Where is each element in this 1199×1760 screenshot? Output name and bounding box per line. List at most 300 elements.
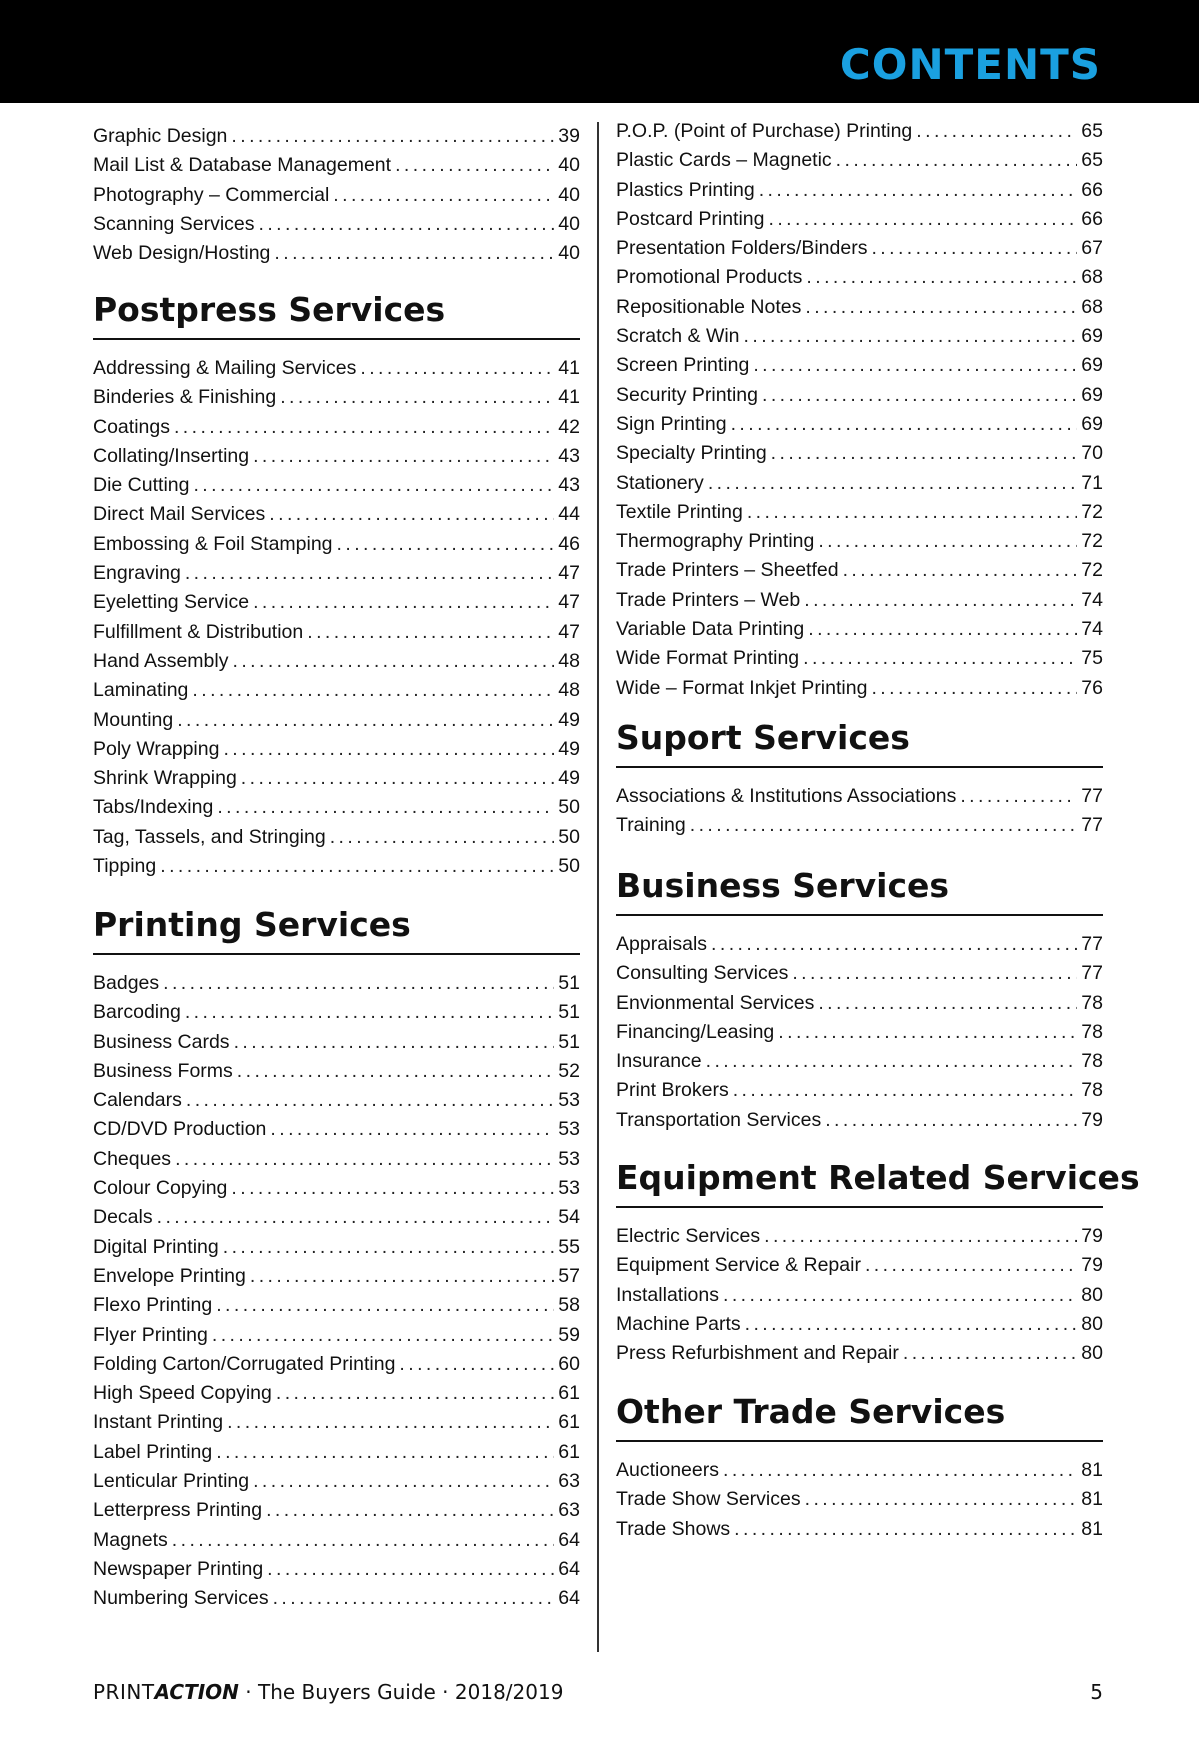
toc-entry-label: Thermography Printing bbox=[616, 530, 815, 553]
toc-entry-page: 43 bbox=[558, 444, 580, 467]
dot-leader bbox=[267, 1555, 554, 1584]
toc-entry-label: Letterpress Printing bbox=[93, 1499, 263, 1522]
toc-entry-label: Addressing & Mailing Services bbox=[93, 357, 357, 379]
toc-entry-label: Textile Printing bbox=[616, 500, 743, 523]
toc-entry-label: Scanning Services bbox=[93, 212, 255, 235]
dot-leader bbox=[280, 383, 554, 412]
toc-entry[interactable] bbox=[616, 1485, 1103, 1514]
dot-leader bbox=[843, 556, 1078, 585]
toc-entry-label: Wide Format Printing bbox=[616, 647, 800, 670]
toc-entry-page: 42 bbox=[558, 415, 580, 438]
toc-entry-page: 40 bbox=[558, 212, 580, 235]
toc-entry-page: 61 bbox=[558, 1411, 580, 1434]
toc-entry[interactable] bbox=[93, 676, 580, 705]
toc-entry-page: 43 bbox=[558, 474, 580, 497]
toc-entry[interactable] bbox=[93, 1262, 580, 1291]
dot-leader bbox=[163, 969, 554, 998]
toc-entry-label: Scratch & Win bbox=[616, 325, 740, 348]
toc-entry[interactable] bbox=[93, 413, 580, 442]
toc-entry[interactable] bbox=[616, 176, 1103, 205]
dot-leader bbox=[836, 146, 1078, 175]
dot-leader bbox=[723, 1281, 1077, 1310]
toc-entry-label: Barcoding bbox=[93, 1001, 181, 1024]
toc-entry-label: Press Refurbishment and Repair bbox=[616, 1342, 899, 1365]
toc-entry-page: 50 bbox=[558, 825, 580, 848]
toc-entry[interactable] bbox=[93, 442, 580, 471]
dot-leader bbox=[764, 1222, 1077, 1251]
toc-entry[interactable] bbox=[616, 498, 1103, 527]
dot-leader bbox=[708, 469, 1077, 498]
toc-entry[interactable] bbox=[93, 383, 580, 412]
dot-leader bbox=[175, 1145, 554, 1174]
dot-leader bbox=[792, 959, 1077, 988]
toc-entry[interactable] bbox=[93, 647, 580, 676]
toc-entry-label: Direct Mail Services bbox=[93, 503, 266, 526]
toc-entry-page: 59 bbox=[558, 1323, 580, 1346]
column-divider bbox=[597, 122, 599, 1652]
dot-leader bbox=[237, 1057, 555, 1086]
section-heading: Suport Services bbox=[616, 718, 1103, 768]
toc-entry[interactable] bbox=[93, 1291, 580, 1320]
toc-entry-page: 41 bbox=[558, 386, 580, 409]
dot-leader bbox=[270, 1115, 554, 1144]
dot-leader bbox=[266, 1496, 554, 1525]
dot-leader bbox=[216, 1291, 554, 1320]
toc-list bbox=[93, 354, 580, 881]
dot-leader bbox=[360, 354, 554, 383]
toc-entry[interactable] bbox=[93, 588, 580, 617]
dot-leader bbox=[223, 735, 554, 764]
toc-entry[interactable] bbox=[93, 1203, 580, 1232]
toc-entry[interactable] bbox=[616, 1018, 1103, 1047]
section-business bbox=[616, 866, 1103, 1135]
toc-entry[interactable] bbox=[616, 811, 1103, 840]
toc-entry[interactable] bbox=[93, 1233, 580, 1262]
toc-entry-page: 78 bbox=[1081, 1050, 1103, 1073]
dot-leader bbox=[227, 1408, 554, 1437]
toc-entry-page: 40 bbox=[558, 154, 580, 177]
toc-entry-page: 63 bbox=[558, 1499, 580, 1522]
dot-leader bbox=[399, 1350, 554, 1379]
toc-entry-page: 61 bbox=[558, 1440, 580, 1463]
dot-leader bbox=[818, 527, 1077, 556]
toc-entry[interactable] bbox=[616, 381, 1103, 410]
toc-entry-label: Colour Copying bbox=[93, 1177, 228, 1200]
toc-entry-label: Folding Carton/Corrugated Printing bbox=[93, 1352, 396, 1375]
toc-entry-page: 71 bbox=[1081, 471, 1103, 494]
toc-entry-page: 57 bbox=[558, 1264, 580, 1287]
dot-leader bbox=[804, 586, 1077, 615]
toc-entry-page: 74 bbox=[1081, 588, 1103, 611]
toc-entry-page: 40 bbox=[558, 242, 580, 265]
toc-entry-label: Business Forms bbox=[93, 1059, 233, 1082]
dot-leader bbox=[192, 676, 554, 705]
toc-entry[interactable] bbox=[616, 674, 1103, 703]
toc-entry-page: 53 bbox=[558, 1089, 580, 1112]
toc-entry-label: Consulting Services bbox=[616, 962, 789, 985]
toc-entry-label: Sign Printing bbox=[616, 412, 727, 435]
toc-entry-label: Laminating bbox=[93, 679, 189, 702]
toc-entry-label: Electric Services bbox=[616, 1225, 761, 1247]
dot-leader bbox=[806, 263, 1077, 292]
toc-entry[interactable] bbox=[616, 293, 1103, 322]
toc-entry[interactable] bbox=[616, 322, 1103, 351]
toc-entry-page: 63 bbox=[558, 1470, 580, 1493]
toc-entry[interactable] bbox=[616, 586, 1103, 615]
dot-leader bbox=[916, 117, 1077, 146]
toc-entry[interactable] bbox=[93, 1350, 580, 1379]
toc-entry-label: Promotional Products bbox=[616, 266, 803, 289]
toc-entry[interactable] bbox=[93, 1115, 580, 1144]
toc-list-continued bbox=[93, 122, 580, 268]
toc-entry[interactable] bbox=[93, 210, 580, 239]
dot-leader bbox=[186, 1086, 554, 1115]
dot-leader bbox=[734, 1515, 1077, 1544]
toc-entry-page: 81 bbox=[1081, 1517, 1103, 1540]
toc-entry[interactable] bbox=[93, 1555, 580, 1584]
page-number: 5 bbox=[1090, 1680, 1103, 1704]
toc-entry-page: 41 bbox=[558, 357, 580, 379]
toc-entry[interactable] bbox=[93, 823, 580, 852]
toc-entry-label: Trade Show Services bbox=[616, 1488, 801, 1511]
toc-entry[interactable] bbox=[93, 793, 580, 822]
toc-entry-label: Trade Printers – Web bbox=[616, 588, 801, 611]
toc-entry-label: Digital Printing bbox=[93, 1235, 219, 1258]
toc-entry-page: 53 bbox=[558, 1118, 580, 1141]
toc-entry-label: Transportation Services bbox=[616, 1108, 822, 1131]
toc-entry-page: 80 bbox=[1081, 1283, 1103, 1306]
toc-entry-label: Eyeletting Service bbox=[93, 591, 250, 614]
toc-entry-page: 65 bbox=[1081, 149, 1103, 172]
toc-entry-label: Stationery bbox=[616, 471, 704, 494]
toc-entry-label: Numbering Services bbox=[93, 1587, 269, 1610]
toc-entry[interactable] bbox=[93, 1145, 580, 1174]
toc-entry-label: Print Brokers bbox=[616, 1079, 729, 1102]
toc-entry-label: Mail List & Database Management bbox=[93, 154, 392, 177]
toc-entry-label: Screen Printing bbox=[616, 354, 750, 377]
dot-leader bbox=[274, 239, 554, 268]
dot-leader bbox=[273, 1584, 555, 1613]
toc-entry-page: 46 bbox=[558, 532, 580, 555]
toc-entry[interactable] bbox=[616, 263, 1103, 292]
dot-leader bbox=[769, 205, 1078, 234]
toc-entry[interactable] bbox=[93, 998, 580, 1027]
toc-entry-page: 74 bbox=[1081, 618, 1103, 641]
toc-entry[interactable] bbox=[616, 117, 1103, 146]
toc-entry-label: Auctioneers bbox=[616, 1459, 719, 1481]
section-postpress bbox=[93, 290, 580, 881]
section-heading: Postpress Services bbox=[93, 290, 580, 340]
dot-leader bbox=[903, 1339, 1077, 1368]
toc-entry-page: 64 bbox=[558, 1557, 580, 1580]
header-bar bbox=[0, 0, 1199, 103]
toc-entry[interactable] bbox=[93, 181, 580, 210]
toc-entry[interactable] bbox=[93, 618, 580, 647]
toc-entry-label: Hand Assembly bbox=[93, 649, 229, 672]
toc-entry-page: 66 bbox=[1081, 207, 1103, 230]
dot-leader bbox=[871, 674, 1077, 703]
dot-leader bbox=[307, 618, 554, 647]
toc-entry-label: Business Cards bbox=[93, 1030, 230, 1053]
toc-entry[interactable] bbox=[93, 1086, 580, 1115]
dot-leader bbox=[759, 176, 1078, 205]
dot-leader bbox=[259, 210, 555, 239]
toc-entry[interactable] bbox=[93, 1057, 580, 1086]
toc-entry-label: Decals bbox=[93, 1206, 153, 1229]
toc-entry[interactable] bbox=[616, 1047, 1103, 1076]
toc-entry-page: 47 bbox=[558, 620, 580, 643]
toc-entry-page: 52 bbox=[558, 1059, 580, 1082]
toc-entry-page: 39 bbox=[558, 125, 580, 147]
toc-entry[interactable] bbox=[93, 471, 580, 500]
dot-leader bbox=[185, 998, 554, 1027]
toc-entry-page: 72 bbox=[1081, 530, 1103, 553]
dot-leader bbox=[253, 588, 554, 617]
toc-entry[interactable] bbox=[93, 530, 580, 559]
toc-entry[interactable] bbox=[616, 1515, 1103, 1544]
dot-leader bbox=[330, 823, 555, 852]
toc-entry[interactable] bbox=[93, 559, 580, 588]
dot-leader bbox=[231, 1174, 554, 1203]
section-heading: Equipment Related Services bbox=[616, 1158, 1103, 1208]
toc-entry-label: Embossing & Foil Stamping bbox=[93, 532, 333, 555]
dot-leader bbox=[778, 1018, 1077, 1047]
dot-leader bbox=[174, 413, 554, 442]
toc-entry-page: 77 bbox=[1081, 814, 1103, 837]
toc-entry-page: 79 bbox=[1081, 1108, 1103, 1131]
dot-leader bbox=[276, 1379, 554, 1408]
dot-leader bbox=[212, 1321, 554, 1350]
dot-leader bbox=[805, 293, 1077, 322]
section-equipment bbox=[616, 1158, 1140, 1368]
toc-entry[interactable] bbox=[93, 852, 580, 881]
toc-entry-page: 53 bbox=[558, 1147, 580, 1170]
section-heading: Business Services bbox=[616, 866, 1103, 916]
dot-leader bbox=[690, 811, 1078, 840]
toc-entry-label: High Speed Copying bbox=[93, 1382, 272, 1405]
toc-entry[interactable] bbox=[93, 1496, 580, 1525]
toc-entry-page: 69 bbox=[1081, 383, 1103, 406]
dot-leader bbox=[825, 1106, 1077, 1135]
dot-leader bbox=[253, 1467, 554, 1496]
toc-entry-label: Tipping bbox=[93, 855, 157, 878]
toc-entry[interactable] bbox=[93, 122, 580, 151]
toc-entry-label: Badges bbox=[93, 972, 160, 994]
toc-list bbox=[616, 1456, 1103, 1544]
dot-leader bbox=[771, 439, 1078, 468]
toc-entry[interactable] bbox=[93, 151, 580, 180]
toc-entry-label: Variable Data Printing bbox=[616, 618, 805, 641]
toc-entry[interactable] bbox=[616, 1106, 1103, 1135]
dot-leader bbox=[216, 1438, 554, 1467]
toc-entry-page: 55 bbox=[558, 1235, 580, 1258]
toc-entry-page: 77 bbox=[1081, 962, 1103, 985]
toc-entry[interactable] bbox=[616, 527, 1103, 556]
toc-entry-page: 60 bbox=[558, 1352, 580, 1375]
section-printing bbox=[93, 905, 580, 1614]
toc-entry-page: 65 bbox=[1081, 120, 1103, 142]
toc-entry-page: 49 bbox=[558, 767, 580, 790]
toc-entry[interactable] bbox=[616, 1281, 1103, 1310]
toc-entry[interactable] bbox=[93, 1526, 580, 1555]
dot-leader bbox=[172, 1526, 555, 1555]
dot-leader bbox=[337, 530, 555, 559]
toc-entry[interactable] bbox=[616, 615, 1103, 644]
toc-entry-label: Newspaper Printing bbox=[93, 1557, 264, 1580]
toc-entry[interactable] bbox=[93, 1408, 580, 1437]
dot-leader bbox=[744, 322, 1078, 351]
dot-leader bbox=[723, 1456, 1077, 1485]
section-other-trade bbox=[616, 1392, 1103, 1544]
toc-entry-label: Trade Printers – Sheetfed bbox=[616, 559, 839, 582]
toc-entry[interactable] bbox=[616, 410, 1103, 439]
toc-entry-label: Web Design/Hosting bbox=[93, 242, 271, 265]
toc-entry-page: 68 bbox=[1081, 295, 1103, 318]
toc-entry[interactable] bbox=[616, 1456, 1103, 1485]
dot-leader bbox=[865, 1251, 1077, 1280]
toc-entry-label: Postcard Printing bbox=[616, 207, 765, 230]
toc-entry-label: Training bbox=[616, 814, 686, 837]
toc-entry[interactable] bbox=[93, 735, 580, 764]
toc-entry[interactable] bbox=[616, 146, 1103, 175]
toc-entry[interactable] bbox=[93, 1321, 580, 1350]
toc-entry-label: Lenticular Printing bbox=[93, 1470, 250, 1493]
toc-entry[interactable] bbox=[616, 439, 1103, 468]
toc-entry[interactable] bbox=[616, 1310, 1103, 1339]
toc-entry[interactable] bbox=[616, 556, 1103, 585]
toc-entry-page: 40 bbox=[558, 183, 580, 206]
toc-entry[interactable] bbox=[93, 1467, 580, 1496]
toc-entry[interactable] bbox=[93, 706, 580, 735]
toc-entry[interactable] bbox=[93, 1379, 580, 1408]
toc-entry[interactable] bbox=[93, 1028, 580, 1057]
toc-entry-page: 51 bbox=[558, 1030, 580, 1053]
toc-entry[interactable] bbox=[616, 959, 1103, 988]
toc-entry[interactable] bbox=[616, 234, 1103, 263]
toc-entry-label: Appraisals bbox=[616, 933, 708, 955]
toc-entry[interactable] bbox=[616, 205, 1103, 234]
toc-entry[interactable] bbox=[93, 354, 580, 383]
toc-entry[interactable] bbox=[616, 989, 1103, 1018]
toc-entry-label: Trade Shows bbox=[616, 1517, 731, 1540]
toc-entry-label: Installations bbox=[616, 1283, 719, 1306]
toc-entry-label: Flexo Printing bbox=[93, 1294, 213, 1317]
dot-leader bbox=[231, 122, 554, 151]
toc-entry-page: 68 bbox=[1081, 266, 1103, 289]
toc-entry-page: 79 bbox=[1081, 1225, 1103, 1247]
toc-entry-page: 66 bbox=[1081, 178, 1103, 201]
toc-entry-label: P.O.P. (Point of Purchase) Printing bbox=[616, 120, 913, 142]
toc-entry[interactable] bbox=[616, 1339, 1103, 1368]
toc-entry[interactable] bbox=[616, 351, 1103, 380]
toc-entry-label: Plastic Cards – Magnetic bbox=[616, 149, 832, 172]
dot-leader bbox=[706, 1047, 1078, 1076]
toc-entry-label: Poly Wrapping bbox=[93, 737, 220, 760]
toc-entry[interactable] bbox=[616, 1222, 1103, 1251]
dot-leader bbox=[232, 647, 554, 676]
toc-entry-label: Equipment Service & Repair bbox=[616, 1254, 861, 1277]
toc-entry-page: 58 bbox=[558, 1294, 580, 1317]
toc-entry[interactable] bbox=[93, 500, 580, 529]
toc-entry[interactable] bbox=[93, 1438, 580, 1467]
toc-entry-page: 72 bbox=[1081, 559, 1103, 582]
toc-entry[interactable] bbox=[616, 469, 1103, 498]
toc-entry-label: Wide – Format Inkjet Printing bbox=[616, 676, 868, 699]
dot-leader bbox=[160, 852, 554, 881]
toc-entry-page: 48 bbox=[558, 649, 580, 672]
toc-entry-label: Machine Parts bbox=[616, 1312, 741, 1335]
toc-entry-label: Instant Printing bbox=[93, 1411, 224, 1434]
toc-entry-page: 47 bbox=[558, 591, 580, 614]
toc-entry-page: 76 bbox=[1081, 676, 1103, 699]
toc-entry-label: Cheques bbox=[93, 1147, 172, 1170]
toc-entry-page: 72 bbox=[1081, 500, 1103, 523]
dot-leader bbox=[747, 498, 1077, 527]
toc-entry-page: 48 bbox=[558, 679, 580, 702]
toc-entry-page: 64 bbox=[558, 1587, 580, 1610]
toc-entry[interactable] bbox=[616, 644, 1103, 673]
toc-entry-label: Fulfillment & Distribution bbox=[93, 620, 304, 643]
toc-entry[interactable] bbox=[93, 239, 580, 268]
dot-leader bbox=[250, 1262, 554, 1291]
dot-leader bbox=[731, 410, 1078, 439]
toc-entry[interactable] bbox=[616, 782, 1103, 811]
toc-entry-label: Magnets bbox=[93, 1528, 168, 1551]
dot-leader bbox=[762, 381, 1077, 410]
toc-entry-page: 51 bbox=[558, 1001, 580, 1024]
toc-entry-page: 54 bbox=[558, 1206, 580, 1229]
toc-entry-label: Financing/Leasing bbox=[616, 1020, 775, 1043]
toc-list bbox=[616, 782, 1103, 841]
toc-entry-page: 49 bbox=[558, 708, 580, 731]
dot-leader bbox=[805, 1485, 1078, 1514]
dot-leader bbox=[217, 793, 554, 822]
toc-entry-page: 50 bbox=[558, 796, 580, 819]
toc-entry-page: 69 bbox=[1081, 354, 1103, 377]
dot-leader bbox=[185, 559, 554, 588]
toc-entry[interactable] bbox=[616, 1251, 1103, 1280]
dot-leader bbox=[753, 351, 1077, 380]
toc-entry-page: 80 bbox=[1081, 1342, 1103, 1365]
toc-entry-label: Engraving bbox=[93, 562, 181, 585]
toc-entry-page: 78 bbox=[1081, 991, 1103, 1014]
dot-leader bbox=[803, 644, 1077, 673]
toc-entry[interactable] bbox=[93, 764, 580, 793]
toc-list bbox=[616, 1222, 1103, 1368]
toc-entry[interactable] bbox=[93, 1174, 580, 1203]
toc-list bbox=[93, 969, 580, 1614]
toc-entry[interactable] bbox=[93, 1584, 580, 1613]
toc-entry-page: 70 bbox=[1081, 442, 1103, 465]
dot-leader bbox=[193, 471, 554, 500]
toc-entry[interactable] bbox=[93, 969, 580, 998]
toc-entry-label: Repositionable Notes bbox=[616, 295, 802, 318]
dot-leader bbox=[395, 151, 554, 180]
dot-leader bbox=[333, 181, 554, 210]
dot-leader bbox=[157, 1203, 555, 1232]
toc-entry-page: 67 bbox=[1081, 237, 1103, 260]
toc-entry-page: 69 bbox=[1081, 325, 1103, 348]
toc-entry[interactable] bbox=[616, 1076, 1103, 1105]
brand-name-print: PRINT bbox=[93, 1680, 155, 1704]
toc-entry-page: 47 bbox=[558, 562, 580, 585]
toc-entry-label: Coatings bbox=[93, 415, 170, 438]
toc-entry-page: 80 bbox=[1081, 1312, 1103, 1335]
toc-entry-page: 44 bbox=[558, 503, 580, 526]
section-support bbox=[616, 718, 1103, 841]
brand-name-action: ACTION bbox=[154, 1680, 239, 1704]
toc-entry[interactable] bbox=[616, 930, 1103, 959]
